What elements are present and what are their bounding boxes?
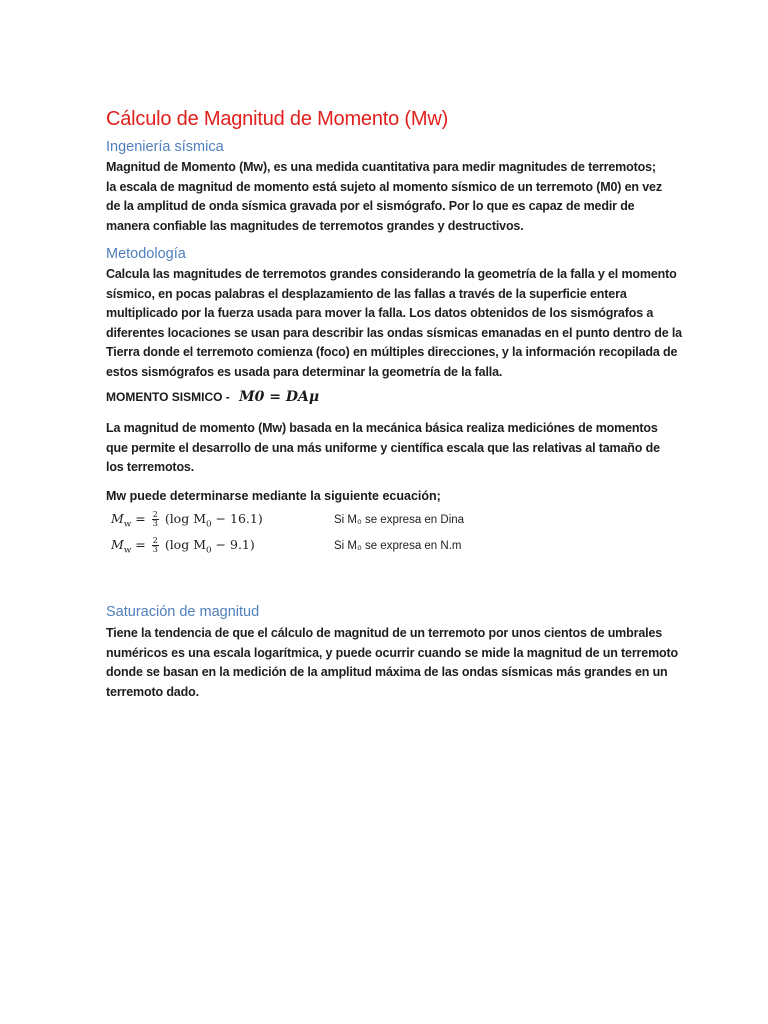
text-line: terremoto dado. (106, 684, 199, 699)
text-line: Magnitud de Momento (Mw), es una medida cuantitativa para medir magnitudes de terremotos; (106, 160, 656, 174)
momento-label: MOMENTO SISMICO - (106, 390, 234, 404)
equation-note-nm: Si M₀ se expresa en N.m (334, 540, 462, 552)
page-title: Cálculo de Magnitud de Momento (Mw) (106, 108, 449, 130)
paragraph-ingenieria-sismica (106, 158, 666, 236)
eq-lhs-sub: w (123, 545, 132, 556)
text-line: de la amplitud de onda sísmica gravada por el sismógrafo. Por lo que es capaz de medir de (106, 199, 635, 214)
heading-saturacion: Saturación de magnitud (106, 604, 260, 620)
eq-frac-den: 3 (152, 545, 158, 554)
eq-tail: − 16.1) (211, 511, 263, 526)
momento-formula: M0 = DAμ (239, 389, 320, 405)
eq-fraction (152, 537, 159, 554)
text-line: Tiene la tendencia de que el cálculo de magnitud de un terremoto por unos cientos de umbrales (106, 626, 663, 640)
eq-frac-num: 2 (152, 510, 158, 519)
heading-metodologia: Metodología (106, 246, 186, 262)
text-line: Calcula las magnitudes de terremotos grandes considerando la geometría de la falla y el momento (106, 267, 677, 281)
text-line: numéricos es una escala logarítmica, y puede ocurrir cuando se mide la magnitud de un terremoto (106, 645, 679, 660)
eq-body-sub: 0 (206, 545, 212, 556)
eq-frac-num: 2 (152, 536, 158, 545)
text-line: que permite el desarrollo de una más uniforme y científica escala que las relativas al tamaño de (106, 440, 660, 455)
text-line: los terremotos. (106, 460, 195, 475)
eq-body: (log M (164, 511, 206, 526)
text-line: estos sismógrafos es usada para determinar la geometría de la falla. (106, 364, 503, 379)
text-line: la escala de magnitud de momento está sujeto al momento sísmico de un terremoto (M0) en vez (106, 179, 662, 194)
text-line: diferentes locaciones se usan para describir las ondas sísmicas emanadas en el punto dentro de la (106, 325, 682, 340)
eq-tail: − 9.1) (211, 537, 255, 552)
text-line: sísmico, en pocas palabras el desplazamiento de las fallas a través de la superficie entera (106, 286, 627, 301)
heading-ingenieria-sismica: Ingeniería sísmica (106, 139, 224, 155)
paragraph-metodologia (106, 265, 682, 383)
eq-lhs-sub: w (123, 519, 132, 530)
momento-sismico-line (106, 389, 319, 405)
equation-note-dina: Si M₀ se expresa en Dina (334, 514, 465, 526)
eq-frac-den: 3 (152, 519, 158, 528)
eq-body: (log M (164, 537, 206, 552)
equation-dina: $M_w$ = $\frac{2}{3}$ (log $M_0 - 16.1$) (111, 510, 263, 530)
text-line: manera confiable las magnitudes de terremotos grandes y destructivos. (106, 218, 524, 233)
equation-nm: $M_w$ = $\frac{2}{3}$ (log $M_0 - 9.1$) (111, 536, 255, 556)
eq-fraction (152, 511, 159, 528)
text-line: La magnitud de momento (Mw) basada en la mecánica básica realiza mediciónes de momentos (106, 421, 658, 435)
text-line: donde se basan en la medición de la amplitud máxima de las ondas sísmicas más grandes en un (106, 665, 668, 680)
eq-lhs: M (111, 511, 124, 526)
paragraph-saturacion (106, 624, 679, 702)
text-line: multiplicado por la fuerza usada para mover la falla. Los datos obtenidos de los sismógrafos a (106, 306, 654, 321)
text-line: Tierra donde el terremoto comienza (foco) en múltiples direcciones, y la información recopilada de (106, 345, 678, 360)
paragraph-momento (106, 419, 666, 478)
eq-body-sub: 0 (206, 519, 212, 530)
eq-lhs: M (111, 537, 124, 552)
equation-intro: Mw puede determinarse mediante la siguiente ecuación; (106, 489, 441, 503)
